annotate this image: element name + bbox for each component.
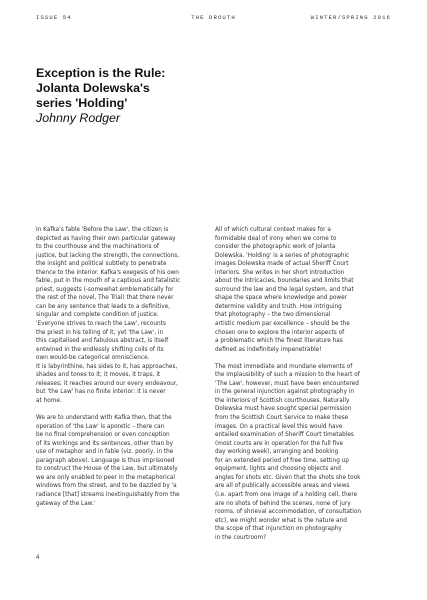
text-line: thence to the interior. Kafka's exegesis of his own: [36, 269, 179, 276]
text-line: to construct the House of the Law, but ultimately: [36, 466, 178, 473]
text-line: gateway of the Law.': [36, 500, 96, 507]
text-line: own would-be categorical omniscience.: [36, 355, 150, 362]
issue-season: WINTER/SPRING 2016: [310, 14, 391, 21]
text-line: Dolewska. 'Holding' is a series of photographic: [215, 252, 350, 259]
text-line: entailed examination of Sheriff Court timetables: [215, 432, 354, 439]
article-title: [36, 66, 206, 111]
text-line: are no shots of behind the scenes, none of jury: [215, 500, 351, 507]
text-line: the priest in his telling of it; yet 'the Law', in: [36, 329, 164, 336]
text-line: formidable deal of irony when we come to: [215, 235, 337, 242]
text-line: operation of 'the Law' is aporetic – there can: [36, 423, 165, 430]
text-line: shape the space where knowledge and power: [215, 295, 348, 302]
text-line: It is labyrinthine, has sides to it, has approaches,: [36, 363, 178, 370]
magazine-name: THE DROUTH: [191, 14, 236, 21]
article-title-line: Exception is the Rule:: [36, 66, 166, 80]
body-paragraph: [36, 414, 198, 508]
article-heading: [36, 66, 206, 126]
text-line: radiance [that] streams inextinguishably from the: [36, 491, 180, 498]
body-paragraph: [215, 226, 377, 354]
text-line: rooms, of shrieval accommodation, of consultation: [215, 509, 362, 516]
text-line: singular and complete condition of justice.: [36, 312, 159, 319]
body-column-left: [36, 226, 198, 517]
text-line: priest, suggests (-somewhat emblematically for: [36, 286, 174, 293]
text-line: paragraph above). Language is thus imprisoned: [36, 457, 175, 464]
text-line: 'Everyone strives to reach the Law', recounts: [36, 321, 166, 328]
text-line: fable, put in the mouth of a captious and fatalistic: [36, 278, 181, 285]
text-line: be no final comprehension or even conception: [36, 432, 170, 439]
text-line: (i.e. apart from one image of a holding cell, there: [215, 491, 358, 498]
text-line: are all of publically accessible areas and views: [215, 483, 350, 490]
text-line: of its workings and its sentences, other than by: [36, 440, 174, 447]
text-line: that photography – the two dimensional: [215, 312, 331, 319]
text-line: angles for shots etc. Given that the shots she took: [215, 474, 361, 481]
text-line: artistic medium par excellence – should be the: [215, 321, 350, 328]
text-line: defined as indefinitely impenetrable!: [215, 346, 322, 353]
text-line: We are to understand with Kafka then, that the: [36, 415, 172, 422]
text-line: Dolewska must have sought special permission: [215, 406, 352, 413]
text-line: (most courts are in operation for the full five: [215, 440, 344, 447]
text-line: depicted as having their own particular gateway: [36, 235, 176, 242]
text-line: in the courtroom?: [215, 534, 267, 541]
text-line: In Kafka's fable 'Before the Law', the citizen is: [36, 227, 169, 233]
body-paragraph: [215, 363, 377, 542]
running-header: [36, 14, 391, 24]
text-line: the rest of the novel, The Trial) that there never: [36, 295, 174, 302]
text-line: the insight and political subtlety to penetrate: [36, 261, 167, 268]
text-line: releases; it reaches around our every endeavour,: [36, 380, 178, 387]
text-line: for an extended period of free time, setting up: [215, 457, 350, 464]
text-line: day working week), arranging and booking: [215, 449, 339, 456]
text-line: in the general injunction against photography in: [215, 389, 355, 396]
text-line: at home.: [36, 397, 62, 404]
body-column-right: [215, 226, 377, 551]
text-line: determine validity and truth. How intriguing: [215, 303, 342, 310]
text-line: equipment, lights and choosing objects and: [215, 466, 341, 473]
body-paragraph: [36, 226, 198, 405]
article-title-line: series 'Holding': [36, 96, 128, 110]
text-line: a problematic which the finest literature has: [215, 338, 343, 345]
page-number: 4: [36, 555, 40, 561]
text-line: The most immediate and mundane elements of: [215, 363, 353, 370]
text-line: justice, but lacking the strength, the connections,: [36, 252, 180, 259]
text-line: shades and tones to it; it moves, it traps, it: [36, 372, 161, 379]
text-line: about the intricacies, boundaries and limits that: [215, 278, 354, 285]
text-line: All of which cultural context makes for a: [215, 227, 331, 233]
text-line: we are only enabled to peer in the metaphorical: [36, 474, 175, 481]
text-line: use of metaphor and in fable (viz. poorly, in the: [36, 449, 174, 456]
text-line: the interiors of Scottish courthouses. Naturally: [215, 397, 350, 404]
text-line: from the Scottish Court Service to make these: [215, 415, 349, 422]
article-author: Johnny Rodger: [36, 111, 121, 125]
text-line: 'The Law', however, must have been encountered: [215, 380, 359, 387]
text-line: entwined in the endlessly shifting coils of its: [36, 346, 164, 353]
text-line: the implausibility of such a mission to the heart of: [215, 372, 360, 379]
article-title-line: Jolanta Dolewska's: [36, 81, 150, 95]
text-line: but 'the Law' has no finite interior: it is never: [36, 389, 166, 396]
text-line: the scope of that injunction on photography: [215, 526, 342, 533]
text-line: surround the law and the legal system, and that: [215, 286, 354, 293]
text-line: images. On a practical level this would have: [215, 423, 343, 430]
text-line: to the courthouse and the machinations of: [36, 244, 159, 251]
text-line: interiors. She writes in her short introduction: [215, 269, 345, 276]
issue-number: ISSUE 54: [36, 14, 72, 21]
text-line: this capitalised and fabulous abstract, is itself: [36, 338, 169, 345]
text-line: can be any sentence that leads to a definitive,: [36, 303, 170, 310]
text-line: windows from the street, and to be dazzled by 'a: [36, 483, 177, 490]
text-line: consider the photographic work of Jolanta: [215, 244, 336, 251]
text-line: etc), we might wonder what is the nature and: [215, 517, 347, 524]
text-line: images Dolewska made of actual Sheriff Court: [215, 261, 349, 268]
text-line: chosen one to explore the interior aspects of: [215, 329, 345, 336]
